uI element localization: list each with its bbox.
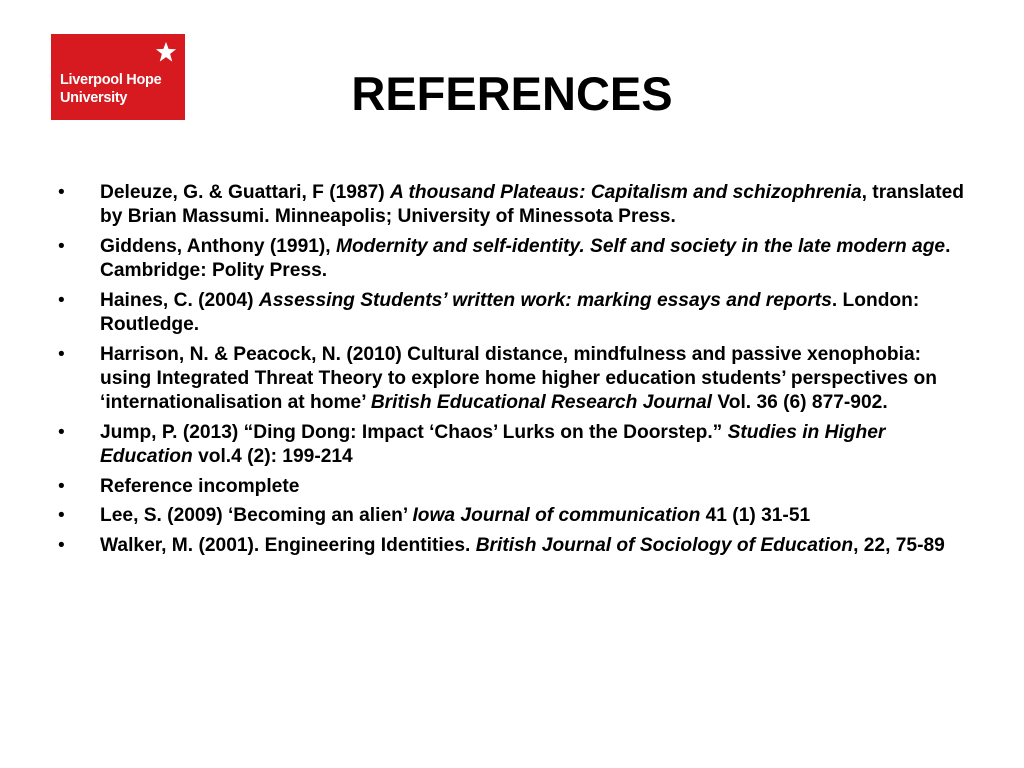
reference-text: Walker, M. (2001). Engineering Identities. (100, 535, 476, 557)
bullet-icon: • (58, 505, 65, 527)
logo-line-1: Liverpool Hope (60, 72, 162, 88)
reference-text: Deleuze, G. & Guattari, F (1987) (100, 182, 391, 203)
bullet-icon: • (58, 343, 65, 365)
reference-text: vol.4 (2): 199-214 (192, 446, 353, 468)
reference-text: , 22, 75-89 (853, 535, 945, 557)
reference-text: Lee, S. (2009) ‘Becoming an alien’ (100, 505, 413, 527)
reference-item (55, 235, 967, 283)
reference-title: Studies in Higher Education (100, 421, 886, 468)
reference-text: Giddens, Anthony (1991), (100, 235, 336, 257)
reference-title: A thousand Plateaus: Capitalism and schizophrenia (390, 182, 862, 203)
reference-text: . Cambridge: Polity Press. (100, 235, 951, 282)
reference-item (55, 343, 967, 416)
reference-item (55, 289, 967, 337)
bullet-icon: • (58, 535, 65, 557)
reference-text: , translated by Brian Massumi. Minneapolis; University of Minessota Press. (100, 182, 965, 228)
slide-title: REFERENCES (351, 67, 673, 120)
logo-line-2: University (60, 90, 128, 106)
reference-text: 41 (1) 31-51 (700, 505, 811, 527)
reference-list (55, 181, 967, 564)
reference-item (55, 181, 967, 229)
reference-title: Iowa Journal of communication (412, 505, 701, 527)
reference-text: . London: Routledge. (100, 289, 920, 336)
reference-title: British Educational Research Journal (370, 392, 713, 414)
reference-text: Harrison, N. & Peacock, N. (2010) Cultural distance, mindfulness and passive xenophobia: using Integrated Threat Theory to explore home higher education students’ perspectives on ‘internationalisation at home’ (100, 343, 937, 414)
reference-text: Jump, P. (2013) “Ding Dong: Impact ‘Chaos’ Lurks on the Doorstep.” (100, 421, 728, 443)
star-icon (155, 41, 177, 63)
bullet-icon: • (58, 182, 65, 203)
reference-item (55, 421, 967, 469)
reference-item (55, 504, 967, 528)
bullet-icon: • (58, 421, 65, 443)
reference-title: Assessing Students’ written work: marking essays and reports (258, 289, 832, 311)
reference-text: Vol. 36 (6) 877-902. (712, 392, 888, 414)
reference-title: Modernity and self-identity. Self and society in the late modern age (335, 235, 946, 257)
reference-title: British Journal of Sociology of Education (475, 535, 854, 557)
reference-item (55, 475, 967, 499)
reference-text: Reference incomplete (100, 475, 300, 497)
reference-text: Haines, C. (2004) (100, 289, 259, 311)
bullet-icon: • (58, 235, 65, 257)
reference-item (55, 534, 967, 558)
bullet-icon: • (58, 289, 65, 311)
bullet-icon: • (58, 475, 65, 497)
